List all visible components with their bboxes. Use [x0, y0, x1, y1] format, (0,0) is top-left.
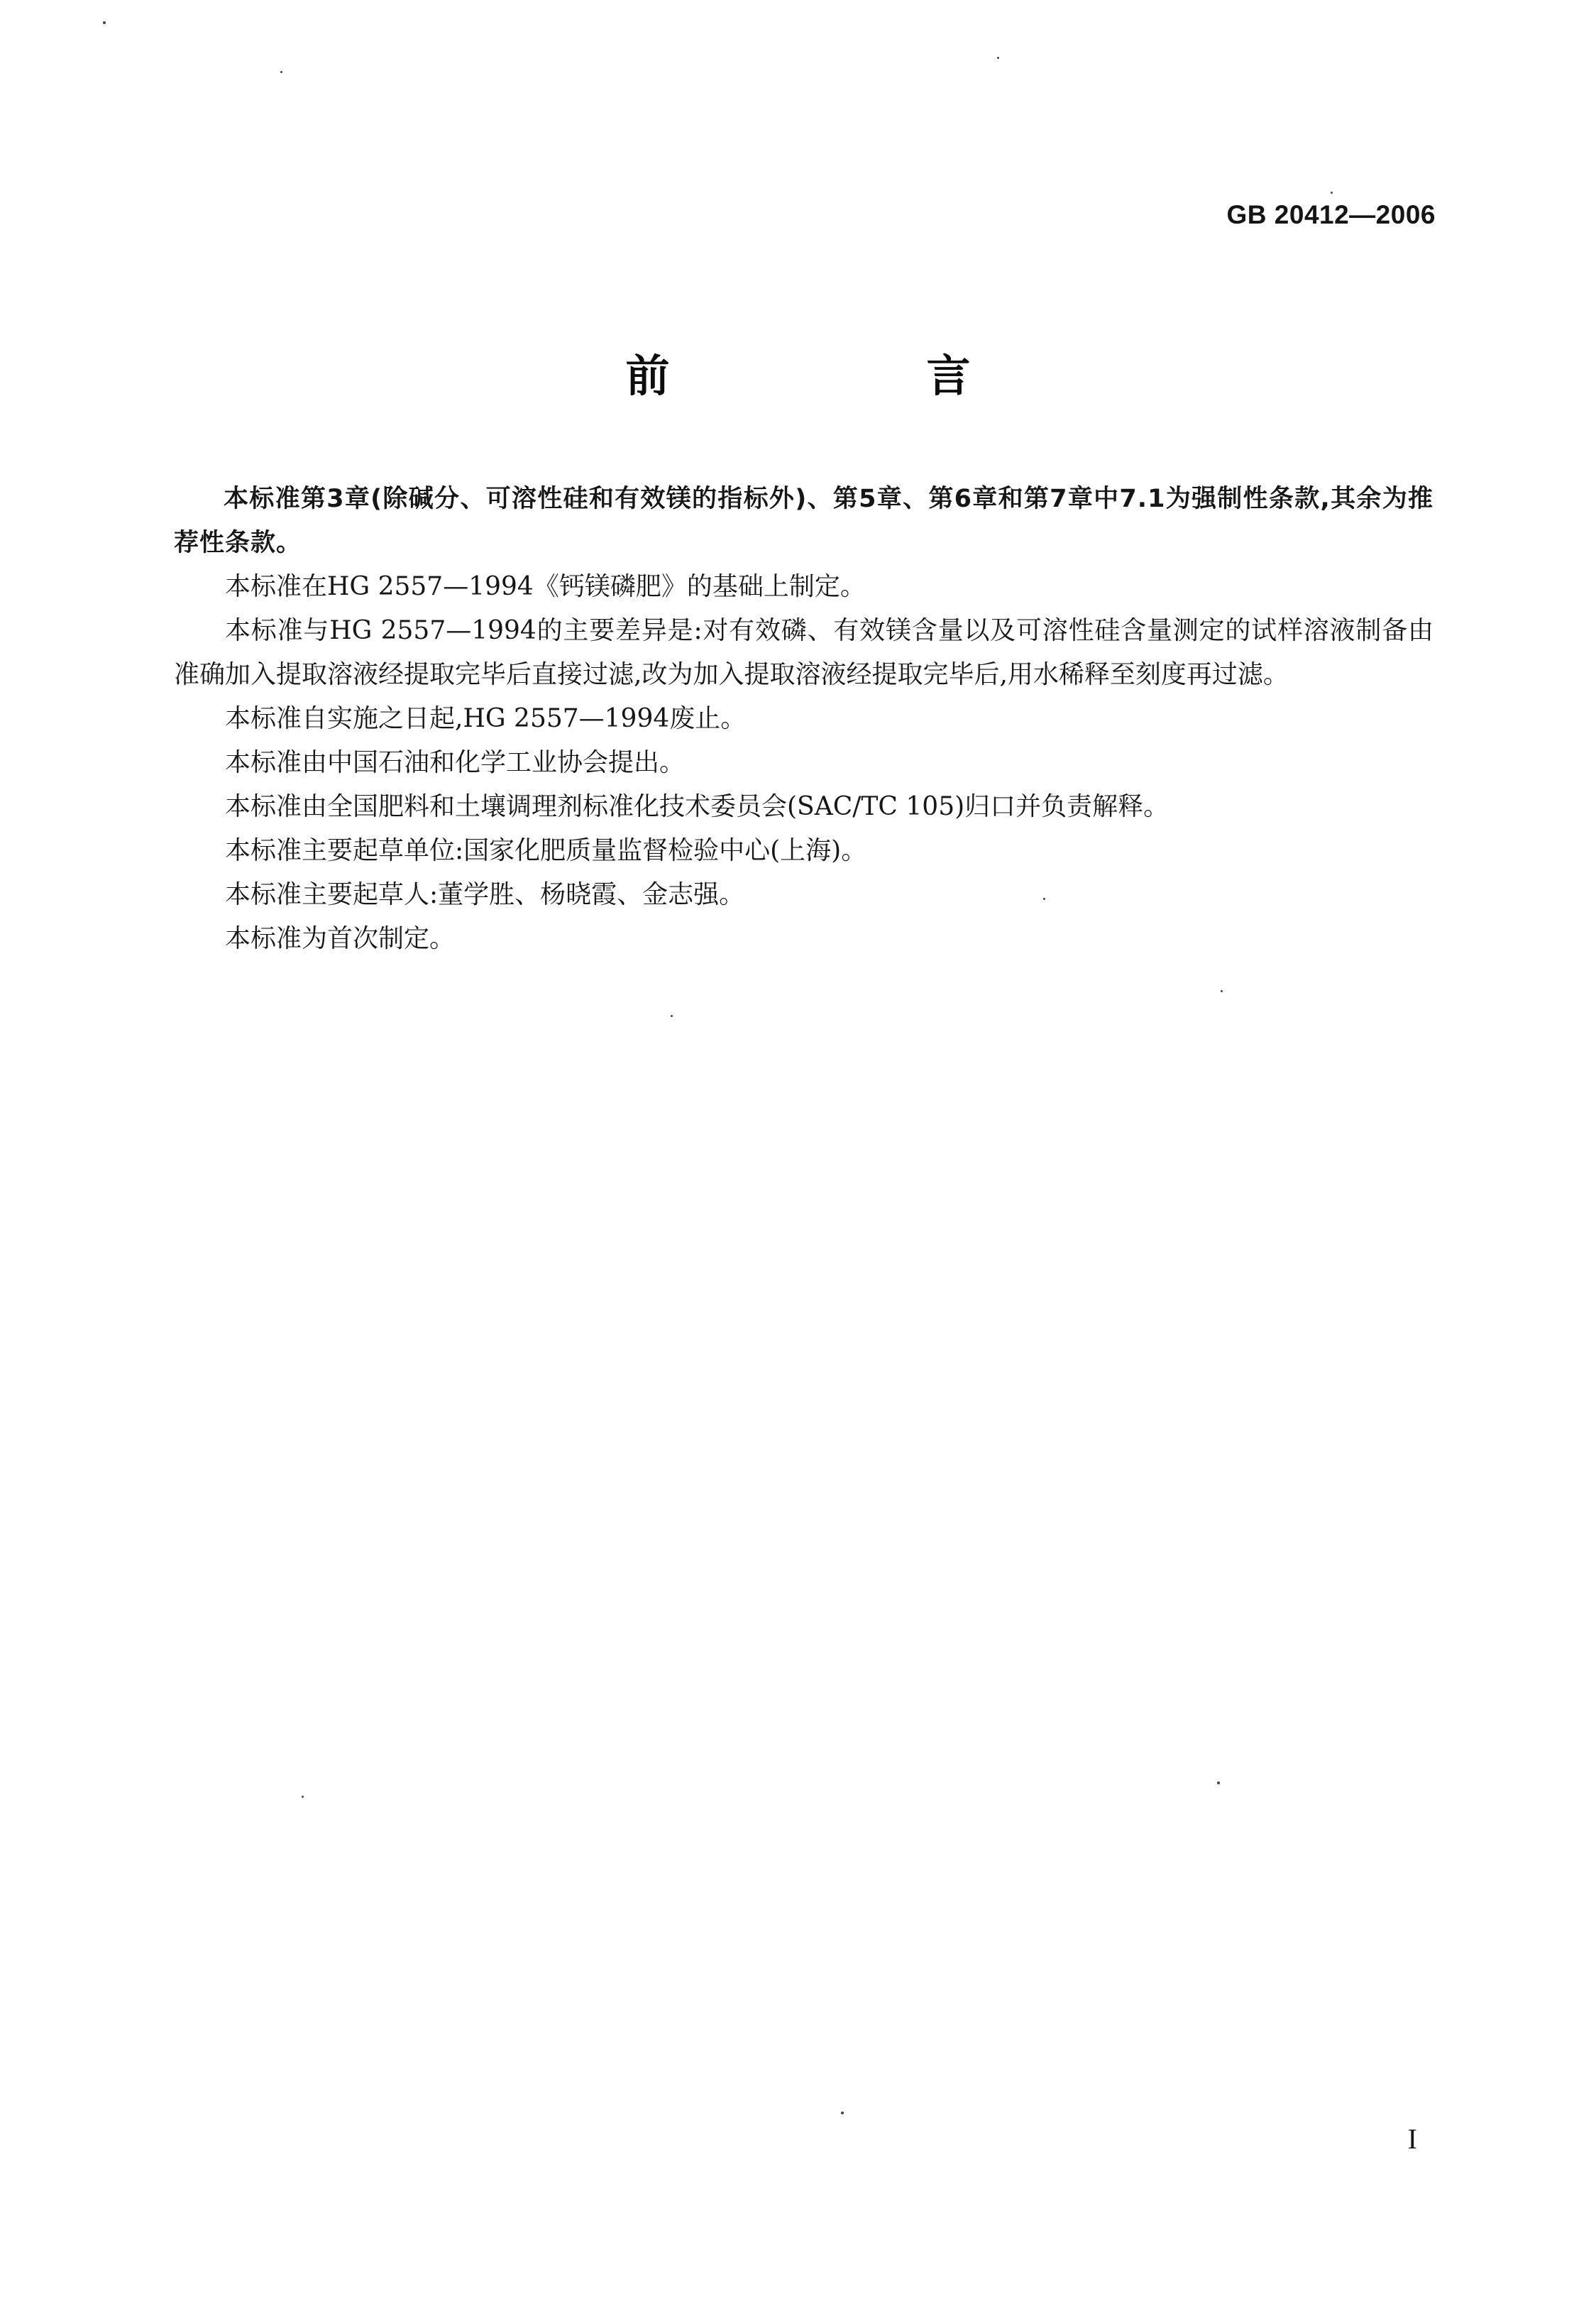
scan-speck — [280, 71, 282, 73]
paragraph-drafting-unit: 本标准主要起草单位:国家化肥质量监督检验中心(上海)。 — [225, 836, 867, 865]
scan-speck — [103, 21, 106, 24]
scan-speck — [1331, 192, 1333, 194]
paragraph-first-edition: 本标准为首次制定。 — [225, 924, 456, 953]
paragraph-supersedes: 本标准自实施之日起,HG 2557—1994废止。 — [225, 704, 747, 733]
paragraph-drafters: 本标准主要起草人:董学胜、杨晓霞、金志强。 — [225, 880, 745, 909]
page-number: I — [1407, 2123, 1417, 2155]
scan-speck — [302, 1796, 304, 1798]
scan-speck — [1217, 1781, 1220, 1784]
paragraph-administered-by: 本标准由全国肥料和土壤调理剂标准化技术委员会(SAC/TC 105)归口并负责解释。 — [225, 792, 1170, 821]
scan-speck — [671, 1015, 673, 1017]
paragraph-proposed-by: 本标准由中国石油和化学工业协会提出。 — [225, 748, 686, 777]
paragraph-differences: 本标准与HG 2557—1994的主要差异是:对有效磷、有效镁含量以及可溶性硅含量测定的试样溶液制备由准确加入提取溶液经提取完毕后直接过滤,改为加入提取溶液经提取完毕后,用水稀释至刻度再过滤。 — [174, 616, 1433, 689]
scan-speck — [841, 2112, 844, 2114]
scan-speck — [997, 57, 999, 59]
foreword-body — [174, 477, 1433, 961]
paragraph-basis: 本标准在HG 2557—1994《钙镁磷肥》的基础上制定。 — [225, 572, 866, 601]
page-title: 前 言 — [625, 350, 1077, 402]
paragraph-mandatory-clauses: 本标准第3章(除碱分、可溶性硅和有效镁的指标外)、第5章、第6章和第7章中7.1为强制性条款,其余为推荐性条款。 — [174, 485, 1433, 557]
scan-speck — [1221, 990, 1223, 992]
standard-code: GB 20412—2006 — [1226, 200, 1436, 229]
